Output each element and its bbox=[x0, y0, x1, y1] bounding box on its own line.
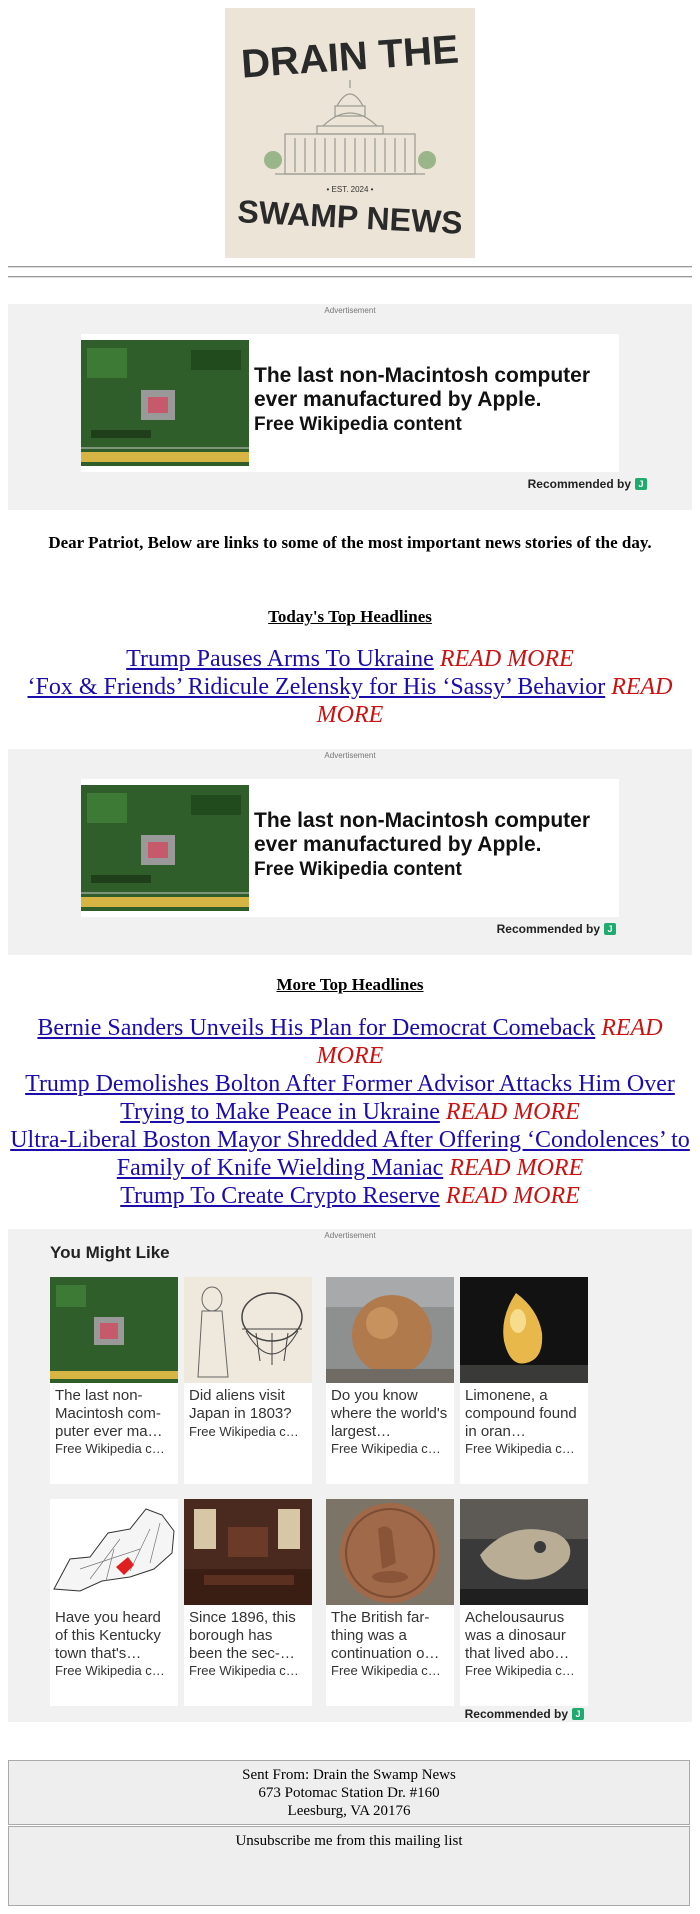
read-more-link[interactable]: READ MORE bbox=[449, 1155, 584, 1181]
headline-link[interactable]: Trump Demolishes Bolton After Former Advisor Attacks Him Over Trying to Make Peace in Ukraine bbox=[25, 1071, 675, 1125]
card-source: Free Wikipedia c… bbox=[55, 1663, 165, 1678]
farthing-coin-image bbox=[326, 1499, 454, 1605]
recommendation-card[interactable] bbox=[326, 1499, 454, 1706]
logo-title-bottom: SWAMP NEWS bbox=[236, 193, 464, 241]
recommendation-card[interactable] bbox=[326, 1277, 454, 1484]
card-source: Free Wikipedia c… bbox=[331, 1663, 441, 1678]
headline-item bbox=[8, 1014, 692, 1070]
read-more-link[interactable]: READ MORE bbox=[316, 674, 673, 728]
recommender-logo-icon: J bbox=[635, 478, 647, 490]
read-more-link[interactable]: READ MORE bbox=[316, 1015, 663, 1069]
read-more-link[interactable]: READ MORE bbox=[439, 646, 574, 672]
card-source: Free Wikipedia c… bbox=[189, 1424, 299, 1439]
card-title: The British far-thing was a continuation o… bbox=[331, 1609, 440, 1662]
recommended-label: Recommended by bbox=[464, 1707, 568, 1721]
circuit-board-image bbox=[81, 785, 249, 911]
headline-item bbox=[8, 673, 692, 729]
recommended-by[interactable] bbox=[497, 922, 616, 936]
headline-link[interactable]: Trump Pauses Arms To Ukraine bbox=[126, 646, 434, 672]
recommended-label: Recommended by bbox=[496, 922, 600, 936]
card-source: Free Wikipedia c… bbox=[331, 1441, 441, 1456]
ad-title[interactable]: The last non-Macintosh computer ever manufactured by Apple. bbox=[254, 809, 591, 856]
recommendation-card[interactable] bbox=[50, 1277, 178, 1484]
you-might-like-title: You Might Like bbox=[50, 1243, 170, 1262]
ad-title[interactable]: The last non-Macintosh computer ever manufactured by Apple. bbox=[254, 364, 591, 411]
old-illustration-image bbox=[184, 1277, 312, 1383]
intro-text: Dear Patriot, Below are links to some of the most important news stories of the day. bbox=[48, 533, 652, 552]
headline-link[interactable]: ‘Fox & Friends’ Ridicule Zelensky for His ‘Sassy’ Behavior bbox=[27, 674, 606, 700]
footer-sent-from: Sent From: Drain the Swamp News bbox=[242, 1767, 456, 1783]
card-source: Free Wikipedia c… bbox=[55, 1441, 165, 1456]
card-title: Do you know where the world's largest… bbox=[331, 1387, 448, 1440]
recommendation-card[interactable] bbox=[184, 1499, 312, 1706]
card-title: Did aliens visit Japan in 1803? bbox=[189, 1387, 292, 1422]
headline-link[interactable]: Bernie Sanders Unveils His Plan for Democrat Comeback bbox=[37, 1015, 596, 1041]
recommended-by[interactable] bbox=[465, 1707, 584, 1721]
limonene-drop-image bbox=[460, 1277, 588, 1383]
recommendation-card[interactable] bbox=[184, 1277, 312, 1484]
more-headlines-list bbox=[8, 1014, 692, 1210]
capitol-drawing bbox=[275, 80, 425, 174]
card-title: Limonene, a compound found in oran… bbox=[465, 1387, 577, 1440]
dinosaur-skull-image bbox=[460, 1499, 588, 1605]
unsubscribe-link[interactable]: Unsubscribe me from this mailing list bbox=[235, 1833, 463, 1849]
ad-label: Advertisement bbox=[324, 306, 376, 315]
logo-est: • EST. 2024 • bbox=[326, 185, 374, 194]
read-more-link[interactable]: READ MORE bbox=[445, 1183, 580, 1209]
top-headlines-list bbox=[8, 645, 692, 729]
ad-label: Advertisement bbox=[324, 751, 376, 760]
wooden-sphere-image bbox=[326, 1277, 454, 1383]
divider bbox=[8, 266, 692, 268]
recommended-by[interactable] bbox=[528, 477, 647, 491]
circuit-board-image bbox=[81, 340, 249, 466]
recommended-label: Recommended by bbox=[527, 477, 631, 491]
card-source: Free Wikipedia c… bbox=[465, 1663, 575, 1678]
top-headlines-title: Today's Top Headlines bbox=[268, 607, 432, 626]
card-title: The last non-Macintosh com-puter ever ma… bbox=[55, 1387, 163, 1440]
kentucky-map-image bbox=[50, 1499, 178, 1605]
recommender-logo-icon: J bbox=[572, 1708, 584, 1720]
advertisement-block bbox=[8, 304, 692, 510]
recommendation-card[interactable] bbox=[50, 1499, 178, 1706]
headline-item bbox=[8, 1182, 692, 1210]
headline-item bbox=[8, 645, 692, 673]
headline-link[interactable]: Trump To Create Crypto Reserve bbox=[120, 1183, 440, 1209]
ad-label: Advertisement bbox=[324, 1231, 376, 1240]
circuit-board-image bbox=[50, 1277, 178, 1383]
headline-link[interactable]: Ultra-Liberal Boston Mayor Shredded After Offering ‘Condolences’ to Family of Knife Wielding Maniac bbox=[10, 1127, 690, 1181]
courtroom-image bbox=[184, 1499, 312, 1605]
headline-item bbox=[8, 1070, 692, 1126]
recommender-logo-icon: J bbox=[604, 923, 616, 935]
footer-address-line1: 673 Potomac Station Dr. #160 bbox=[258, 1785, 440, 1801]
headline-item bbox=[8, 1126, 692, 1182]
ad-card[interactable] bbox=[81, 779, 619, 917]
recommendation-card[interactable] bbox=[460, 1499, 588, 1706]
site-logo bbox=[225, 8, 475, 258]
card-title: Since 1896, this borough has been the sec-… bbox=[189, 1609, 296, 1662]
card-title: Have you heard of this Kentucky town that's… bbox=[55, 1609, 161, 1662]
footer-unsubscribe bbox=[8, 1826, 690, 1906]
you-might-like-block bbox=[8, 1229, 692, 1722]
divider bbox=[8, 276, 692, 278]
ad-source: Free Wikipedia content bbox=[254, 859, 462, 880]
recommendation-card[interactable] bbox=[460, 1277, 588, 1484]
read-more-link[interactable]: READ MORE bbox=[445, 1099, 580, 1125]
footer-address bbox=[8, 1760, 690, 1825]
footer-address-line2: Leesburg, VA 20176 bbox=[287, 1803, 411, 1819]
more-headlines-title: More Top Headlines bbox=[276, 975, 424, 994]
advertisement-block bbox=[8, 749, 692, 955]
card-source: Free Wikipedia c… bbox=[189, 1663, 299, 1678]
logo-title-top: DRAIN THE bbox=[239, 27, 461, 87]
card-title: Achelousaurus was a dinosaur that lived abo… bbox=[465, 1609, 570, 1662]
ad-card[interactable] bbox=[81, 334, 619, 472]
ad-source: Free Wikipedia content bbox=[254, 414, 462, 435]
card-source: Free Wikipedia c… bbox=[465, 1441, 575, 1456]
